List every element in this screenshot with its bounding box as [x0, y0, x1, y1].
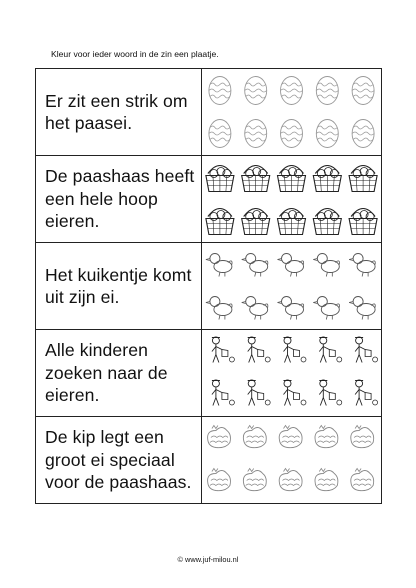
chick-icon-group: [202, 243, 381, 329]
child-with-basket-icon: [212, 337, 235, 363]
picture-cell: [202, 69, 382, 156]
egg-icon: [209, 120, 231, 148]
sentence-cell: [36, 417, 202, 504]
footer-copyright: © www.juf-milou.nl: [177, 555, 239, 564]
hen-icon: [208, 426, 231, 448]
child-with-basket-icon: [319, 380, 342, 406]
chick-icon: [242, 297, 268, 320]
child-with-basket-icon: [284, 337, 307, 363]
worksheet-table: [35, 68, 382, 504]
picture-cell: [202, 243, 382, 330]
hen-icon: [351, 426, 374, 448]
worksheet-row: [36, 243, 382, 330]
child-with-basket-icon: [355, 380, 378, 406]
egg-basket-icon: [278, 166, 306, 192]
child-with-basket-icon: [212, 380, 235, 406]
chick-icon: [206, 254, 232, 277]
child-with-basket-icon: [248, 380, 271, 406]
instruction-text: Kleur voor ieder woord in de zin een plaatje.: [51, 49, 219, 59]
hen-icon: [208, 469, 231, 491]
egg-basket-icon: [349, 166, 377, 192]
worksheet-row: [36, 417, 382, 504]
hen-icon-group: [202, 417, 381, 503]
picture-cell: [202, 156, 382, 243]
egg-icon: [245, 120, 267, 148]
sentence-text: Alle kinderen zoeken naar de eieren.: [45, 340, 168, 406]
child-with-basket-icon: [248, 337, 271, 363]
worksheet-row: [36, 330, 382, 417]
egg-icon: [245, 77, 267, 105]
chick-icon: [349, 254, 375, 277]
sentence-cell: [36, 243, 202, 330]
hen-icon: [243, 426, 266, 448]
hen-icon: [315, 469, 338, 491]
egg-icon: [281, 120, 303, 148]
sentence-text: De paashaas heeft een hele hoop eieren.: [45, 166, 195, 232]
hen-icon: [351, 469, 374, 491]
chick-icon: [242, 254, 268, 277]
egg-basket-icon: [313, 166, 341, 192]
child-with-basket-icon-group: [202, 330, 381, 416]
sentence-cell: [36, 156, 202, 243]
egg-icon-group: [202, 69, 381, 155]
sentence-text: Er zit een strik om het paasei.: [45, 90, 188, 133]
chick-icon: [278, 254, 304, 277]
egg-basket-icon: [206, 166, 234, 192]
worksheet-row: [36, 156, 382, 243]
child-with-basket-icon: [284, 380, 307, 406]
egg-basket-icon: [349, 209, 377, 235]
hen-icon: [279, 426, 302, 448]
egg-icon: [352, 120, 374, 148]
child-with-basket-icon: [355, 337, 378, 363]
chick-icon: [313, 297, 339, 320]
hen-icon: [243, 469, 266, 491]
picture-cell: [202, 330, 382, 417]
hen-icon: [315, 426, 338, 448]
child-with-basket-icon: [319, 337, 342, 363]
egg-basket-icon: [313, 209, 341, 235]
sentence-text: Het kuikentje komt uit zijn ei.: [45, 264, 192, 307]
egg-icon: [281, 77, 303, 105]
sentence-text: De kip legt een groot ei speciaal voor de paashaas.: [45, 427, 192, 493]
sentence-cell: [36, 330, 202, 417]
chick-icon: [313, 254, 339, 277]
sentence-cell: [36, 69, 202, 156]
chick-icon: [278, 297, 304, 320]
chick-icon: [206, 297, 232, 320]
worksheet-row: [36, 69, 382, 156]
egg-icon: [209, 77, 231, 105]
egg-basket-icon: [242, 209, 270, 235]
hen-icon: [279, 469, 302, 491]
egg-icon: [316, 120, 338, 148]
egg-basket-icon: [206, 209, 234, 235]
egg-basket-icon: [278, 209, 306, 235]
egg-basket-icon: [242, 166, 270, 192]
picture-cell: [202, 417, 382, 504]
chick-icon: [349, 297, 375, 320]
egg-icon: [316, 77, 338, 105]
egg-icon: [352, 77, 374, 105]
egg-basket-icon-group: [202, 156, 381, 242]
